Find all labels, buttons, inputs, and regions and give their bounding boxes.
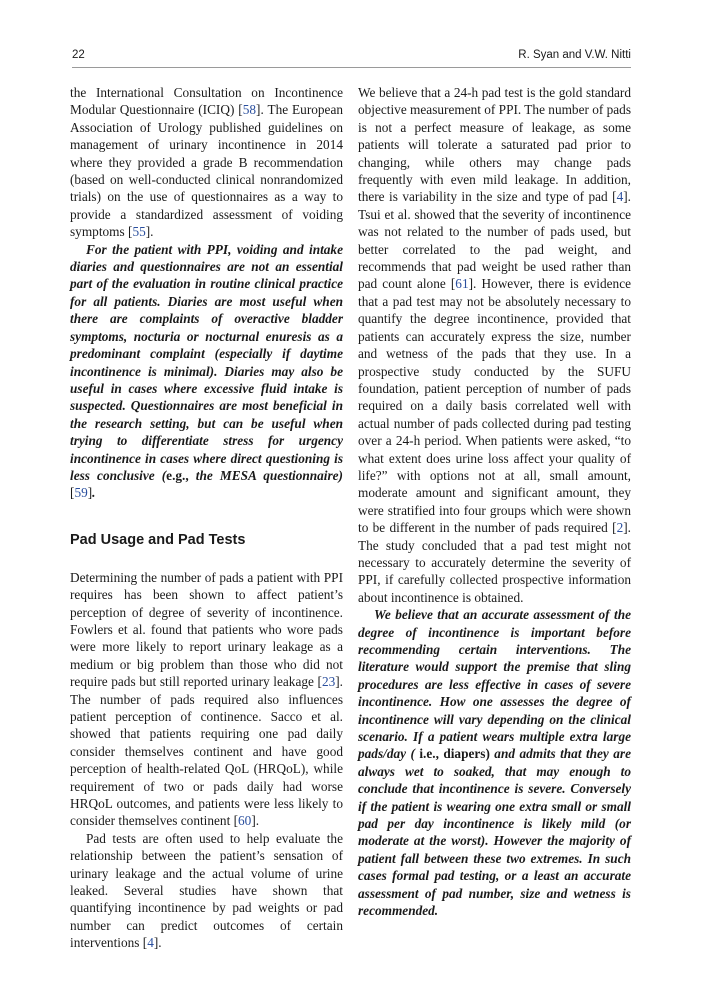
- paragraph-iciq: the International Consultation on Incontinence Modular Questionnaire (ICIQ) [58]. The European Association of Urology published guidelines on management of urinary incontinence in 2014 where they provided a grade B recommendation (based on well-conducted clinical nonrandomized trials) on the use of questionnaires as a way to provide a standardized assessment of voiding symptoms [55].: [70, 85, 344, 240]
- citation-link[interactable]: 59: [74, 485, 88, 501]
- citation-link[interactable]: 4: [616, 189, 624, 205]
- citation-link[interactable]: 23: [321, 674, 336, 690]
- paragraph-pad-tests: Pad tests are often used to help evaluate the relationship between the patient’s sensation of urinary leakage and the actual volume of urine leaked. Several studies have shown that quantifying incontinence by pad weights or pad number can predict outcomes of certain interventions [4].: [70, 830, 343, 951]
- section-heading: Pad Usage and Pad Tests: [70, 531, 246, 548]
- citation-link[interactable]: 58: [242, 102, 257, 118]
- paragraph-diaries-recommendation: For the patient with PPI, voiding and intake diaries and questionnaires are not an essential part of the evaluation in routine clinical practice for all patients. Diaries are most useful when there are complaints of overactive bladder symptoms, nocturia or nocturnal enuresis as a predominant complaint (especially if daytime incontinence is minimal). Diaries may also be useful in cases where excessive fluid intake is suspected. Questionnaires are most beneficial in the research setting, but can be useful when trying to differentiate stress for urgency incontinence in cases where direct questioning is less conclusive (e.g., the MESA questionnaire)[59].: [70, 241, 343, 501]
- left-column: [70, 84, 343, 952]
- page-number: 22: [72, 49, 85, 61]
- paragraph-24h-pad-test: We believe that a 24-h pad test is the gold standard objective measurement of PPI. The number of pads is not a perfect measure of leakage, as some patients will tolerate a saturated pad prior to changing, while others may change pads frequently with even mild leakage. In addition, there is variability in the size and type of pad [4]. Tsui et al. showed that the severity of incontinence was not related to the number of pads used, but better correlated to the pad weight, and recommends that pad weight be used rather than pad count alone [61]. However, there is evidence that a pad test may not be absolutely necessary to quantify the degree incontinence, provided that patients can accurately express the size, number and wetness of the pads that they use. In a prospective study conducted by the SUFU foundation, patient perception of number of pads required on a daily basis correlated well with actual number of pads collected during pad testing over a 24-h period. When patients were asked, “to what extent does urine loss affect your quality of life?” with options not at all, small amount, moderate amount and significant amount, they were stratified into four groups which were shown to be different in the number of pads required [2]. The study concluded that a pad test might not necessary to accurately determine the severity of PPI, if carefully collected prospective information about incontinence is obtained.: [358, 85, 632, 605]
- citation-link[interactable]: 55: [132, 224, 146, 240]
- citation-link[interactable]: 2: [616, 520, 624, 536]
- citation-link[interactable]: 61: [455, 276, 469, 292]
- running-head-authors: R. Syan and V.W. Nitti: [518, 49, 631, 61]
- paragraph-assessment-recommendation: We believe that an accurate assessment of the degree of incontinence is important before recommending certain interventions. The literature would support the premise that sling procedures are less effective in cases of severe incontinence. How one assesses the degree of incontinence will vary depending on the clinical scenario. If a patient wears multiple extra large pads/day ( i.e., diapers) and admits that they are always wet to soaked, that may enough to conclude that incontinence is severe. Conversely if the patient is wearing one extra small or small pad per day incontinence is likely mild (or moderate at the worst). However the majority of patient fall between these two extremes. In such cases formal pad testing, or a least an accurate assessment of pad number, size and wetness is recommended.: [358, 607, 631, 919]
- running-header: [72, 47, 631, 68]
- citation-link[interactable]: 4: [147, 935, 154, 951]
- paragraph-pad-number: Determining the number of pads a patient with PPI requires has been shown to affect patient’s perception of degree of severity of incontinence. Fowlers et al. found that patients who wore pads were more likely to report urinary leakage as a medium or big problem than those who did not require pads but still reported urinary leakage [23]. The number of pads required also influences patient perception of continence. Sacco et al. showed that patients requiring one pad daily consider themselves continent and have good perception of health-related QoL (HRQoL), while requirement of two or pads daily had worse HRQoL outcomes, and patients were less likely to consider themselves continent [60].: [70, 569, 343, 829]
- citation-link[interactable]: 60: [238, 813, 252, 829]
- right-column: [358, 84, 631, 920]
